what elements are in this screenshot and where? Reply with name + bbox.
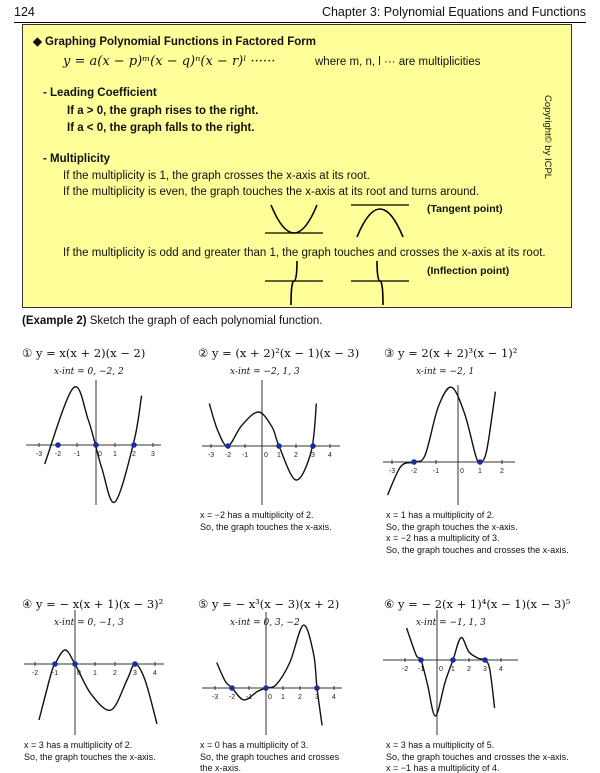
x-tick-label: -2 xyxy=(31,670,39,677)
problem-note: x = 3 has a multiplicity of 5. xyxy=(386,740,495,750)
problem-xint: x-int = −2, 1 xyxy=(416,367,475,377)
problem-note: the x-axis. xyxy=(200,763,242,773)
x-tick-label: 4 xyxy=(328,452,332,459)
x-tick-label: 2 xyxy=(467,666,471,673)
problem-note: x = 1 has a multiplicity of 2. xyxy=(386,510,495,520)
x-tick-label: 3 xyxy=(151,451,155,458)
x-tick-label: -1 xyxy=(51,670,59,677)
copyright-note: Copyright© by ICPL xyxy=(542,95,553,180)
leading-positive: If a > 0, the graph rises to the right. xyxy=(67,105,259,117)
x-tick-label: -2 xyxy=(54,451,62,458)
x-tick-label: 1 xyxy=(281,694,285,701)
page-number: 124 xyxy=(14,5,35,19)
problem-note: So, the graph touches the x-axis. xyxy=(24,751,156,762)
x-tick-label: -3 xyxy=(388,468,396,475)
x-tick-label: -2 xyxy=(228,694,236,701)
problem-equation: ④ y = − x(x + 1)(x − 3)² xyxy=(22,597,164,611)
problem-equation: ⑥ y = − 2(x + 1)⁴(x − 1)(x − 3)⁵ xyxy=(384,597,571,611)
x-tick-label: -2 xyxy=(410,468,418,475)
problem-equation: ① y = x(x + 2)(x − 2) xyxy=(22,346,146,360)
x-tick-label: 2 xyxy=(132,451,136,458)
x-tick-label: 2 xyxy=(113,670,117,677)
x-tick-label: 1 xyxy=(113,451,117,458)
problem-note: x = −1 has a multiplicity of 4. xyxy=(386,763,500,773)
root-dot xyxy=(450,657,456,663)
x-tick-label: -3 xyxy=(207,452,215,459)
x-tick-label: 1 xyxy=(93,670,97,677)
problem-note: So, the graph touches the x-axis. xyxy=(200,521,332,532)
example-label: (Example 2) xyxy=(22,315,87,327)
x-tick-label: 4 xyxy=(332,694,336,701)
x-tick-label: 4 xyxy=(499,666,503,673)
x-tick-label: 3 xyxy=(311,452,315,459)
problem-note: So, the graph touches and crosses the x-axis. xyxy=(386,751,569,762)
x-tick-label: -3 xyxy=(211,694,219,701)
x-tick-label: 1 xyxy=(277,452,281,459)
problem-xint: x-int = −2, 1, 3 xyxy=(230,367,300,377)
root-dot xyxy=(418,657,424,663)
inflection-label: (Inflection point) xyxy=(427,265,510,277)
problem-note: So, the graph touches and crosses xyxy=(200,751,340,762)
x-tick-label: 1 xyxy=(478,468,482,475)
x-tick-label: 4 xyxy=(153,670,157,677)
x-tick-label: 0 xyxy=(439,666,443,673)
formula-note: where m, n, l ··· are multiplicities xyxy=(315,56,481,68)
example-text: Sketch the graph of each polynomial function. xyxy=(89,315,323,327)
mult-odd-rule: If the multiplicity is odd and greater than 1, the graph touches and crosses the x-axis at its root. xyxy=(63,247,546,259)
leading-negative: If a < 0, the graph falls to the right. xyxy=(67,122,255,134)
x-tick-label: -2 xyxy=(224,452,232,459)
chapter-title: Chapter 3: Polynomial Equations and Functions xyxy=(321,5,586,19)
problem-xint: x-int = 0, −1, 3 xyxy=(54,618,124,628)
x-tick-label: 0 xyxy=(460,468,464,475)
x-tick-label: -1 xyxy=(241,452,249,459)
x-tick-label: 0 xyxy=(264,452,268,459)
x-tick-label: -1 xyxy=(417,666,425,673)
root-dot xyxy=(482,657,488,663)
x-tick-label: 1 xyxy=(451,666,455,673)
problem-xint: x-int = 0, 3, −2 xyxy=(230,618,300,628)
x-tick-label: -1 xyxy=(73,451,81,458)
problem-note: x = −2 has a multiplicity of 2. xyxy=(200,510,314,520)
problem-note: So, the graph touches the x-axis. xyxy=(386,521,518,532)
x-tick-label: -3 xyxy=(35,451,43,458)
mult-one-rule: If the multiplicity is 1, the graph crosses the x-axis at its root. xyxy=(63,170,370,182)
mult-even-rule: If the multiplicity is even, the graph touches the x-axis at its root and turns around. xyxy=(63,186,480,198)
x-tick-label: 2 xyxy=(294,452,298,459)
problem-note: x = 0 has a multiplicity of 3. xyxy=(200,740,309,750)
problem-equation: ③ y = 2(x + 2)³(x − 1)² xyxy=(384,346,518,360)
problem-note: x = 3 has a multiplicity of 2. xyxy=(24,740,133,750)
box-title: ◆ Graphing Polynomial Functions in Factored Form xyxy=(33,36,316,48)
problem-xint: x-int = 0, −2, 2 xyxy=(54,367,124,377)
x-tick-label: 0 xyxy=(98,451,102,458)
multiplicity-heading: - Multiplicity xyxy=(43,153,111,165)
x-tick-label: -1 xyxy=(432,468,440,475)
problem-equation: ⑤ y = − x³(x − 3)(x + 2) xyxy=(198,597,340,611)
general-formula: y = a(x − p)ᵐ(x − q)ⁿ(x − r)ˡ ······ xyxy=(63,54,276,69)
problem-note: So, the graph touches and crosses the x-axis. xyxy=(386,544,569,555)
x-tick-label: 3 xyxy=(483,666,487,673)
x-tick-label: 2 xyxy=(500,468,504,475)
x-tick-label: 3 xyxy=(315,694,319,701)
problem-xint: x-int = −1, 1, 3 xyxy=(416,618,486,628)
x-tick-label: 0 xyxy=(268,694,272,701)
leading-heading: - Leading Coefficient xyxy=(43,87,157,99)
x-tick-label: -1 xyxy=(245,694,253,701)
x-tick-label: 0 xyxy=(77,670,81,677)
problem-equation: ② y = (x + 2)²(x − 1)(x − 3) xyxy=(198,346,360,360)
x-tick-label: 2 xyxy=(298,694,302,701)
tangent-label: (Tangent point) xyxy=(427,203,503,215)
x-tick-label: 3 xyxy=(133,670,137,677)
problem-note: x = −2 has a multiplicity of 3. xyxy=(386,533,500,543)
x-tick-label: -2 xyxy=(401,666,409,673)
